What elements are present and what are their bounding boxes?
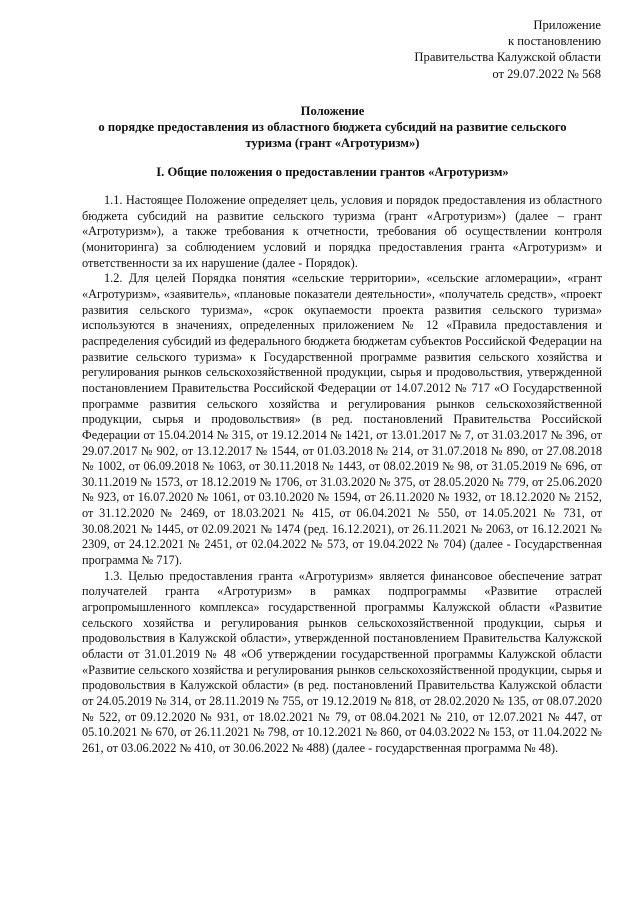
appendix-line-1: Приложение <box>533 18 601 32</box>
appendix-line-3: Правительства Калужской области <box>414 50 601 65</box>
title-line-3: туризма (грант «Агротуризм») <box>245 136 420 150</box>
paragraph-1-3: 1.3. Целью предоставления гранта «Агротуризм» является финансовое обеспечение затрат получателей гранта «Агротуризм» в рамках подпрограммы «Развитие отраслей агропромышленного комплекса» государственной программы Калужской области «Развитие сельского хозяйства и регулирования рынков сельскохозяйственной продукции, сырья и продовольствия в Калужской области», утвержденной постановлением Правительства Калужской области от 31.01.2019 № 48 «Об утверждении государственной программы Калужской области «Развитие сельского хозяйства и регулирования рынков сельскохозяйственной продукции, сырья и продовольствия в Калужской области» (в ред. постановлений Правительства Калужской области от 24.05.2019 № 314, от 28.11.2019 № 755, от 19.12.2019 № 818, от 28.02.2020 № 135, от 08.07.2020 № 522, от 09.12.2020 № 931, от 18.02.2021 № 79, от 08.04.2021 № 210, от 12.07.2021 № 447, от 05.10.2021 № 670, от 26.11.2021 № 798, от 10.12.2021 № 860, от 04.03.2022 № 153, от 11.04.2022 № 261, от 03.06.2022 № 410, от 30.06.2022 № 488) (далее - государственная программа № 48). <box>82 568 602 755</box>
paragraph-1-2: 1.2. Для целей Порядка понятия «сельские территории», «сельские агломерации», «грант «Агротуризм», «заявитель», «плановые показатели деятельности», «получатель средств», «проект развития сельского туризма», «срок окупаемости проекта развития сельского туризма» используются в значениях, определенных приложением № 12 «Правила предоставления и распределения субсидий из федерального бюджета бюджетам субъектов Российской Федерации на развитие сельского туризма» к Государственной программе развития сельского хозяйства и регулирования рынков сельскохозяйственной продукции, сырья и продовольствия, утвержденной постановлением Правительства Российской Федерации от 14.07.2012 № 717 «О Государственной программе развития сельского хозяйства и регулирования рынков сельскохозяйственной продукции, сырья и продовольствия» (в ред. постановлений Правительства Российской Федерации от 15.04.2014 № 315, от 19.12.2014 № 1421, от 13.01.2017 № 7, от 31.03.2017 № 396, от 29.07.2017 № 902, от 13.12.2017 № 1544, от 01.03.2018 № 214, от 31.07.2018 № 890, от 27.08.2018 № 1002, от 06.09.2018 № 1063, от 30.11.2018 № 1443, от 08.02.2019 № 98, от 31.05.2019 № 696, от 30.11.2019 № 1573, от 18.12.2019 № 1706, от 31.03.2020 № 375, от 28.05.2020 № 779, от 25.06.2020 № 923, от 16.07.2020 № 1061, от 03.10.2020 № 1594, от 26.11.2020 № 1932, от 18.12.2020 № 2152, от 31.12.2020 № 2469, от 18.03.2021 № 415, от 06.04.2021 № 550, от 14.05.2021 № 731, от 30.08.2021 № 1445, от 02.09.2021 № 1474 (ред. 16.12.2021), от 26.11.2021 № 2063, от 16.12.2021 № 2309, от 24.12.2021 № 2451, от 02.04.2022 № 573, от 19.04.2022 № 704) (далее - Государственная программа № 717). <box>82 271 602 568</box>
section-body <box>82 193 602 757</box>
title-line-1: Положение <box>300 104 365 118</box>
appendix-line-4: от 29.07.2022 № 568 <box>492 66 601 81</box>
document-title <box>40 103 625 151</box>
appendix-line-2: к постановлению <box>507 34 601 49</box>
title-line-2: о порядке предоставления из областного бюджета субсидий на развитие сельского <box>98 120 567 134</box>
paragraph-1-1: 1.1. Настоящее Положение определяет цель, условия и порядок предоставления из областного бюджета субсидий на развитие сельского туризма (грант «Агротуризм») (далее – грант «Агротуризм»), а также требования к отчетности, требования об осуществлении контроля (мониторинга) за соблюдением условий и порядка предоставления гранта «Агротуризм» и ответственности за их нарушение (далее - Порядок). <box>82 193 602 270</box>
section-heading: I. Общие положения о предоставлении грантов «Агротуризм» <box>156 165 509 179</box>
appendix-header <box>414 17 601 82</box>
